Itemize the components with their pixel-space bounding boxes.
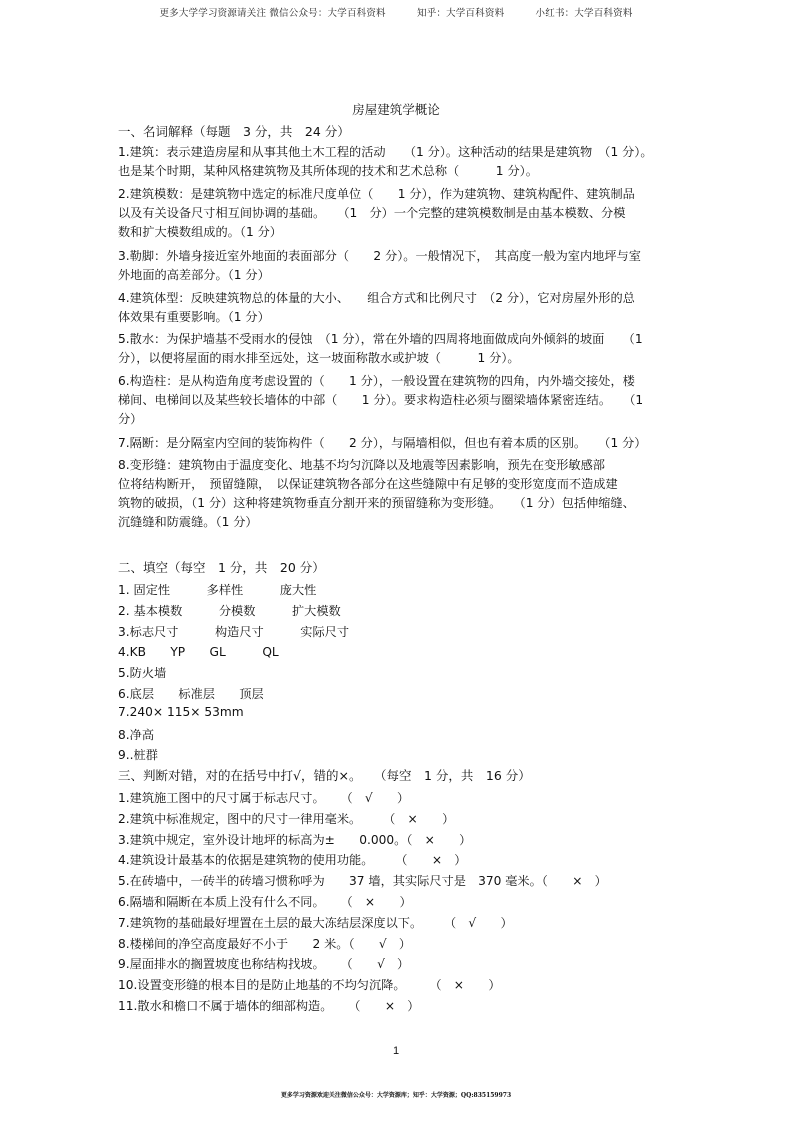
- judgment-answer: （ × ）: [435, 978, 501, 992]
- judgment-statement: 4.建筑设计最基本的依据是建筑物的使用功能。: [118, 853, 374, 867]
- judgment-statement: 10.设置变形缝的根本目的是防止地基的不均匀沉降。: [118, 978, 406, 992]
- definition-line: 体效果有重要影响。（1 分）: [118, 310, 270, 324]
- judgment-statement: 3.建筑中规定，室外设计地坪的标高为± 0.000。: [118, 833, 407, 847]
- fill-answer-6: 6.底层 标准层 顶层: [118, 687, 264, 701]
- judgment-answer: （ × ）: [401, 853, 467, 867]
- definition-line: 3.勒脚：外墙身接近室外地面的表面部分（ 2 分）。一般情况下， 其高度一般为室内地坪与室: [118, 249, 641, 263]
- header-wechat: 更多大学学习资源请关注 微信公众号：大学百科资料: [159, 8, 386, 19]
- fill-answer-5: 5.防火墙: [118, 666, 167, 680]
- page-footer-note: 更多学习资源欢迎关注微信公众号：大学资源库；知乎：大学资源；QQ:835159973: [280, 1092, 512, 1099]
- definition-line: 筑物的破损，（1 分）这种将建筑物垂直分割开来的预留缝称为变形缝。 （1 分）包括伸缩缝、: [118, 496, 635, 510]
- definition-7: [118, 434, 678, 453]
- definition-2: [118, 185, 678, 242]
- judgment-statement: 6.隔墙和隔断在本质上没有什么不同。: [118, 895, 325, 909]
- judgment-statement: 7.建筑物的基础最好埋置在土层的最大冻结层深度以下。: [118, 916, 423, 930]
- judgment-item-6: [118, 893, 412, 910]
- judgment-item-3: [118, 831, 471, 848]
- judgment-item-9: [118, 955, 409, 972]
- header-zhihu: 知乎：大学百科资料: [417, 8, 505, 19]
- judgment-item-11: [118, 997, 419, 1014]
- definition-line: 分），以便将屋面的雨水排至远处，这一坡面称散水或护坡（ 1 分）。: [118, 351, 520, 365]
- definition-6: [118, 372, 678, 429]
- judgment-statement: 2.建筑中标准规定，图中的尺寸一律用毫米。: [118, 812, 362, 826]
- definition-line: 6.构造柱：是从构造角度考虑设置的（ 1 分），一般设置在建筑物的四角，内外墙交接处，楼: [118, 374, 635, 388]
- definition-line: 沉缝缝和防震缝。（1 分）: [118, 515, 258, 529]
- page-header-note: [0, 5, 792, 19]
- fill-answer-8: 8.净高: [118, 728, 155, 742]
- judgment-statement: 8.楼梯间的净空高度最好不小于 2 米。: [118, 937, 349, 951]
- section1-heading: 一、名词解释（每题 3 分，共 24 分）: [118, 124, 350, 139]
- judgment-item-8: [118, 935, 411, 952]
- judgment-answer: （ × ）: [541, 874, 607, 888]
- judgment-answer: （ × ）: [354, 999, 420, 1013]
- section2-heading: 二、填空（每空 1 分，共 20 分）: [118, 560, 325, 575]
- judgment-statement: 1.建筑施工图中的尺寸属于标志尺寸。: [118, 791, 325, 805]
- definition-line: 也是某个时期，某种风格建筑物及其所体现的技术和艺术总称（ 1 分）。: [118, 164, 538, 178]
- judgment-statement: 11.散水和檐口不属于墙体的细部构造。: [118, 999, 333, 1013]
- definition-line: 位将结构断开， 预留缝隙， 以保证建筑物各部分在这些缝隙中有足够的变形宽度而不造成建: [118, 477, 618, 491]
- definition-line: 5.散水：为保护墙基不受雨水的侵蚀 （1 分），常在外墙的四周将地面做成向外倾斜的坡面 （1: [118, 332, 643, 346]
- definition-line: 数和扩大模数组成的。（1 分）: [118, 225, 282, 239]
- judgment-item-1: [118, 789, 409, 806]
- definition-line: 1.建筑：表示建造房屋和从事其他土木工程的活动 （1 分）。这种活动的结果是建筑物 （1 分）。: [118, 145, 653, 159]
- definition-line: 以及有关设备尺寸相互间协调的基础。 （1 分）一个完整的建筑模数制是由基本模数、分模: [118, 206, 626, 220]
- judgment-answer: （ √ ）: [348, 937, 412, 951]
- definition-line: 8.变形缝：建筑物由于温度变化、地基不均匀沉降以及地震等因素影响，预先在变形敏感部: [118, 458, 605, 472]
- judgment-item-4: [118, 851, 466, 868]
- definition-line: 外地面的高差部分。（1 分）: [118, 268, 270, 282]
- fill-answer-4: 4.KB YP GL QL: [118, 645, 279, 659]
- judgment-answer: （ √ ）: [346, 791, 410, 805]
- fill-answer-3: 3.标志尺寸 构造尺寸 实际尺寸: [118, 625, 350, 639]
- judgment-statement: 5.在砖墙中，一砖半的砖墙习惯称呼为 37 墙，其实际尺寸是 370 毫米。: [118, 874, 542, 888]
- header-xiaohongshu: 小红书：大学百科资料: [535, 8, 633, 19]
- judgment-statement: 9.屋面排水的搁置坡度也称结构找坡。: [118, 957, 325, 971]
- definition-line: 梯间、电梯间以及某些较长墙体的中部（ 1 分）。要求构造柱必须与圈梁墙体紧密连结。 （1: [118, 393, 644, 407]
- definition-5: [118, 330, 678, 368]
- definition-1: [118, 143, 678, 181]
- document-title: 房屋建筑学概论: [352, 102, 440, 117]
- judgment-item-7: [118, 914, 513, 931]
- fill-answer-7: 7.240× 115× 53mm: [118, 705, 244, 719]
- section3-heading: 三、判断对错，对的在括号中打√，错的×。 （每空 1 分，共 16 分）: [118, 768, 531, 783]
- judgment-answer: （ × ）: [406, 833, 472, 847]
- judgment-answer: （ √ ）: [346, 957, 410, 971]
- definition-8: [118, 456, 678, 532]
- fill-answer-1: 1. 固定性 多样性 庞大性: [118, 583, 317, 597]
- judgment-answer: （ × ）: [346, 895, 412, 909]
- definition-line: 分）: [118, 412, 143, 426]
- judgment-item-5: [118, 872, 607, 889]
- definition-line: 4.建筑体型：反映建筑物总的体量的大小、 组合方式和比例尺寸 （2 分），它对房屋外形的总: [118, 291, 635, 305]
- judgment-answer: （ × ）: [389, 812, 455, 826]
- definition-4: [118, 289, 678, 327]
- judgment-answer: （ √ ）: [450, 916, 513, 930]
- definition-3: [118, 247, 678, 285]
- definition-line: 2.建筑模数：是建筑物中选定的标准尺度单位（ 1 分），作为建筑物、建筑构配件、建筑制品: [118, 187, 635, 201]
- page-number: 1: [392, 1045, 400, 1057]
- fill-answer-2: 2. 基本模数 分模数 扩大模数: [118, 604, 341, 618]
- definition-line: 7.隔断：是分隔室内空间的装饰构件（ 2 分），与隔墙相似，但也有着本质的区别。 （1 分）: [118, 436, 647, 450]
- fill-answer-9: 9..桩群: [118, 748, 158, 762]
- judgment-item-2: [118, 810, 454, 827]
- judgment-item-10: [118, 976, 501, 993]
